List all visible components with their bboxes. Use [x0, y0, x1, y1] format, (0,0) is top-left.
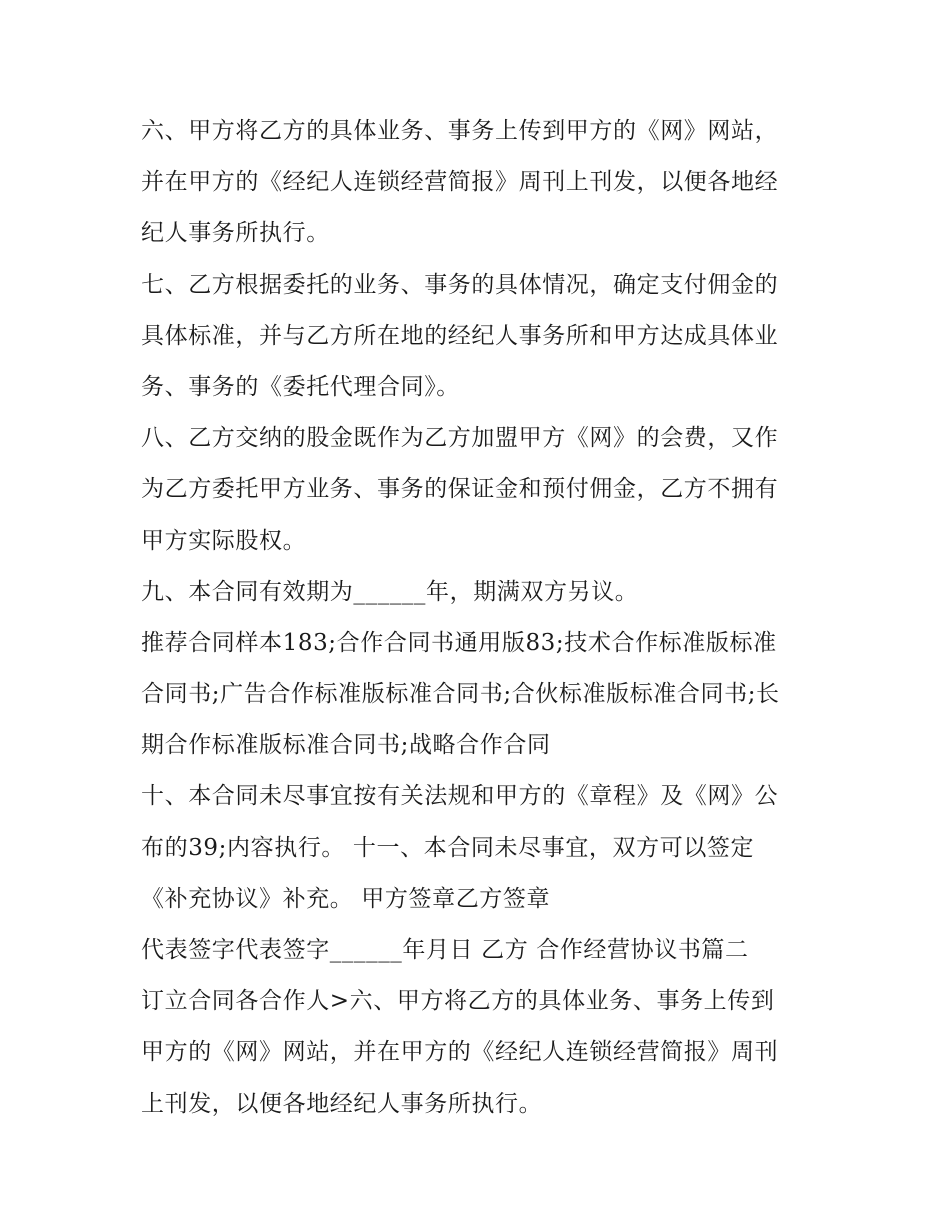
text-line: 八、乙方交纳的股金既作为乙方加盟甲方《网》的会费，又作 [141, 425, 779, 452]
text-line: 代表签字代表签字______年月日 乙方 合作经营协议书篇二 [141, 937, 749, 963]
text-line: 上刊发，以便各地经纪人事务所执行。 [141, 1090, 543, 1117]
text-line: 推荐合同样本183;合作合同书通用版83;技术合作标准版标准 [141, 629, 777, 656]
text-line: 九、本合同有效期为______年，期满双方另议。 [141, 578, 639, 605]
text-line: 《补充协议》补充。 甲方签章乙方签章 [141, 885, 551, 912]
text-line: 七、乙方根据委托的业务、事务的具体情况，确定支付佣金的 [141, 271, 779, 298]
text-line: 并在甲方的《经纪人连锁经营简报》周刊上刊发，以便各地经 [141, 169, 779, 196]
text-line: 期合作标准版标准合同书;战略合作合同 [141, 732, 551, 759]
text-line: 具体标准，并与乙方所在地的经纪人事务所和甲方达成具体业 [141, 322, 779, 349]
text-line: 纪人事务所执行。 [141, 220, 330, 247]
text-line: 甲方的《网》网站，并在甲方的《经纪人连锁经营简报》周刊 [141, 1039, 779, 1066]
text-line: 合同书;广告合作标准版标准合同书;合伙标准版标准合同书;长 [141, 681, 780, 708]
text-line: 布的39;内容执行。 十一、本合同未尽事宜，双方可以签定 [141, 834, 755, 861]
document-body [141, 106, 821, 1130]
text-line: 甲方实际股权。 [141, 527, 307, 554]
text-line: 十、本合同未尽事宜按有关法规和甲方的《章程》及《网》公 [141, 783, 779, 810]
text-line: 订立合同各合作人>六、甲方将乙方的具体业务、事务上传到 [141, 988, 775, 1015]
text-line: 为乙方委托甲方业务、事务的保证金和预付佣金，乙方不拥有 [141, 476, 779, 503]
text-line: 六、甲方将乙方的具体业务、事务上传到甲方的《网》网站， [141, 118, 779, 144]
text-line: 务、事务的《委托代理合同》。 [141, 373, 460, 400]
